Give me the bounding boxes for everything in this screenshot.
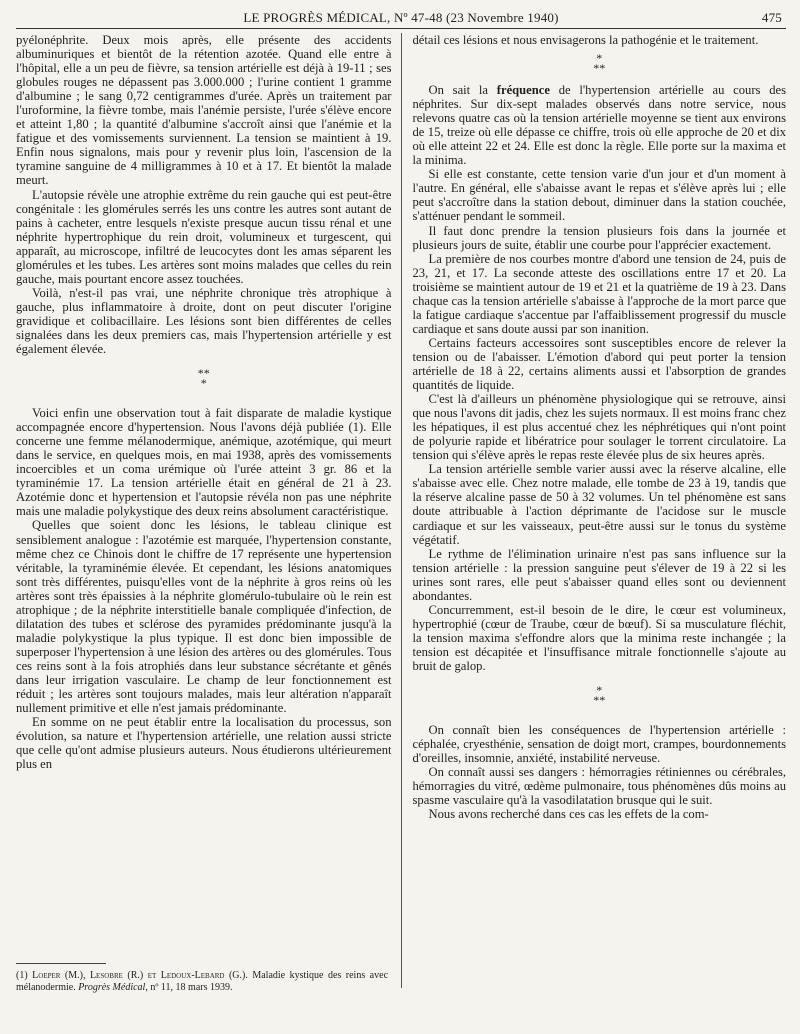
footnote-rule <box>16 963 106 964</box>
page-header <box>16 8 786 29</box>
footnote-authors: Loeper (M.), Lesobre (R.) et Ledoux-Lebard (G.). <box>32 970 248 981</box>
paragraph: Nous avons recherché dans ces cas les effets de la com- <box>428 807 709 822</box>
paragraph: L'autopsie révèle une atrophie extrême du rein gauche qui est peut-être congénitale : les glomérules serrés les uns contre les autres sont autant de pains à cacheter, entre lesquels n'existe presque aucun tissu rénal et une néphrite hypertrophique du rein droit, volumineux et turgescent, qui apparaît, au microscope, infiltré de leucocytes dont les amas séparent les glomérules et les tubes. Les artères sont moins malades que celles du rein gauche, mais pourtant encore assez touchées. <box>16 187 392 286</box>
page-number: 475 <box>761 10 782 25</box>
footnote-journal: Progrès Médical <box>78 981 146 993</box>
text-columns <box>16 33 786 988</box>
section-separator: * ** <box>593 51 606 76</box>
paragraph: On connaît aussi ses dangers : hémorragies rétiniennes ou cérébrales, hémorragies du vitré, œdème pulmonaire, tous phénomènes dûs moins au spasme vasculaire qu'à la vasodilatation brusque qui le suit. <box>412 765 786 808</box>
footnote <box>16 970 388 993</box>
paragraph: La tension artérielle semble varier aussi avec la réserve alcaline, elle s'abaisse avec elle. Chez notre malade, elle tombe de 23 à 19, tandis que la réserve alcaline passe de 50 à 32 volumes. Un tel phénomène est sans doute attribuable à l'action déprimante de l'acidose sur le muscle cardiaque et sur les vaisseaux, peut-être aussi sur le tonus du système végétatif. <box>412 462 786 547</box>
section-separator: * ** <box>593 683 606 708</box>
left-column <box>16 33 401 988</box>
paragraph: C'est là d'ailleurs un phénomène physiologique qui se retrouve, ainsi que nous l'avons dit jadis, chez les sujets normaux. Il est moins franc chez les hépatiques, il est plus accentué chez les néphrétiques qui n'ont point de polyurie rapide et libératrice pour soulager le torrent circulatoire. La tension qui s'élève après le repas reste élevée plus de six heures après. <box>412 392 786 463</box>
bold-term: fréquence <box>496 83 550 98</box>
paragraph: Voici enfin une observation tout à fait disparate de maladie kystique accompagnée encore d'hypertension. Nous l'avons déjà publiée (1). Elle concerne une femme mélanodermique, anémique, azotémique, qui meurt dans le service, en quelques mois, en mai 1938, après des vomissements incoercibles et un coma urémique où l'urée atteint 3 gr. 86 et la tyraminémie 17. La tension artérielle était en général de 21 à 23. Azotémie donc et hypertension et l'autopsie révéla non pas une néphrite mais une maladie polykystique des deux reins absolument caractéristique. <box>16 406 392 519</box>
section-separator: ** * <box>197 366 210 391</box>
text: On sait la <box>428 83 497 98</box>
paragraph: Quelles que soient donc les lésions, le tableau clinique est sensiblement analogue : l'azotémie est marquée, l'hypertension constante, même chez ce Chinois dont le chiffre de 17 représente une hypertension véritable, la tyraminémie élevée. Et cependant, les lésions anatomiques sont très différentes, puisqu'elles vont de la néphrite à gros reins où les artères sont très épaissies à la néphrite glomérulo-tubulaire où le rein est atrophique ; de la néphrite interstitielle banale compliquée d'infection, de dilatation des tubes et sclérose des pyramides prédominante jusqu'à la maladie polykystique la plus typique. Il est donc bien impossible de superposer l'hypertension à une lésion des artères ou des glomérules. Tous ces reins sont à la fois atrophiés dans leur substance sécrétante et gênés dans leur irrigation vasculaire. Le champ de leur fonctionnement est réduit ; les artères sont toujours malades, mais leur altération n'apparaît nullement primitive et elle n'est jamais prédominante. <box>16 518 392 716</box>
header-title: LE PROGRÈS MÉDICAL, Nº 47-48 (23 Novembre 1940) <box>243 10 559 25</box>
text: de l'hypertension artérielle au cours des néphrites. Sur dix-sept malades observés dans notre service, nous relevons quatre cas où la tension artérielle moyenne se tient aux environs de 15, treize où elle dépasse ce chiffre, trois où elle approche de 20 et dix où elle atteint 22 et 24. Elle est donc la règle. Elle porte sur la maxima et la minima. <box>412 83 786 168</box>
footnote-text: Maladie kystique des reins avec mélanodermie. <box>16 970 389 993</box>
footnote-number: (1) <box>16 970 28 981</box>
paragraph: Le rythme de l'élimination urinaire n'est pas sans influence sur la tension artérielle : la pression sanguine peut s'élever de 19 à 22 si les urines sont rares, elle peut s'abaisser quand elles sont ou deviennent abondantes. <box>412 546 786 603</box>
paragraph: Concurremment, est-il besoin de le dire, le cœur est volumineux, hypertrophié (cœur de Traube, cœur de bœuf). Si sa musculature fléchit, la tension maxima s'effondre alors que la minima reste inchangée ; la tension est décapitée et l'insuffisance mitrale fonctionnelle s'ajoute au bruit de galop. <box>412 602 786 673</box>
paragraph: On connaît bien les conséquences de l'hypertension artérielle : céphalée, cryesthénie, sensation de doigt mort, crampes, bourdonnements d'oreilles, insomnie, anxiété, instabilité nerveuse. <box>412 723 786 766</box>
paragraph: détail ces lésions et nous envisagerons la pathogénie et le traitement. <box>412 33 759 47</box>
paragraph: pyélonéphrite. Deux mois après, elle présente des accidents albuminuriques et bientôt de la rétention azotée. Quand elle entre à l'hôpital, elle a un peu de fièvre, sa tension artérielle est déjà à 19-11 ; ses globules rouges ne dépassent pas 3.000.000 ; l'urine contient 1 gramme d'albumine ; le sang 0,72 centigrammes d'urée. Après un traitement par l'uroformine, la fièvre tombe, mais l'anémie persiste, l'urée s'élève encore et atteint 1,80 ; la quantité d'albumine s'accroît ainsi que l'anémie et la fatigue et des vomissements surviennent. La tension se maintient à 19. Enfin nous signalons, mais pour y revenir plus loin, l'ascension de la tyramine sanguine de 4 milligrammes à 10 et à 17. Et bientôt la malade meurt. <box>16 33 392 188</box>
paragraph: Si elle est constante, cette tension varie d'un jour et d'un moment à l'autre. En général, elle s'abaisse avant le repas et s'élève après lui ; elle peut s'accroître dans la station debout, diminuer dans la station couchée, s'atténuer pendant le sommeil. <box>412 167 786 224</box>
right-column <box>402 33 787 988</box>
paragraph: En somme on ne peut établir entre la localisation du processus, son évolution, sa nature et l'hypertension artérielle, une relation aussi stricte que celle qu'ont admise plusieurs auteurs. Nous étudierons ultérieurement plus en <box>16 715 392 772</box>
paragraph: Il faut donc prendre la tension plusieurs fois dans la journée et plusieurs jours de suite, établir une courbe pour l'apprécier exactement. <box>412 223 786 252</box>
footnote-ref: , nº 11, 18 mars 1939. <box>145 981 233 993</box>
paragraph: Certains facteurs accessoires sont susceptibles encore de relever la tension ou de l'abaisser. L'émotion d'abord qui peut porter la tension artérielle de 18 à 22, certains aliments aussi et l'absorption de grandes quantités de liquide. <box>412 335 786 393</box>
paragraph-frequence <box>413 83 787 167</box>
paragraph: Voilà, n'est-il pas vrai, une néphrite chronique très atrophique à gauche, plus inflammatoire à droite, dont on peut discuter l'origine gravidique et colibacillaire. Les lésions sont bien différentes de celles signalées dans les deux premiers cas, mais l'hypertension artérielle y est également élevée. <box>16 285 392 357</box>
paragraph: La première de nos courbes montre d'abord une tension de 24, puis de 23, 21, et 17. La seconde atteste des oscillations entre 17 et 20. La troisième se maintient autour de 19 et 21 et la quatrième de 19 à 23. Dans chaque cas la tension artérielle s'abaisse à l'approche de la mort parce que la fatigue cardiaque s'accentue par l'affaiblissement progressif du muscle cardiaque et sans doute aussi par son inanition. <box>412 251 786 336</box>
